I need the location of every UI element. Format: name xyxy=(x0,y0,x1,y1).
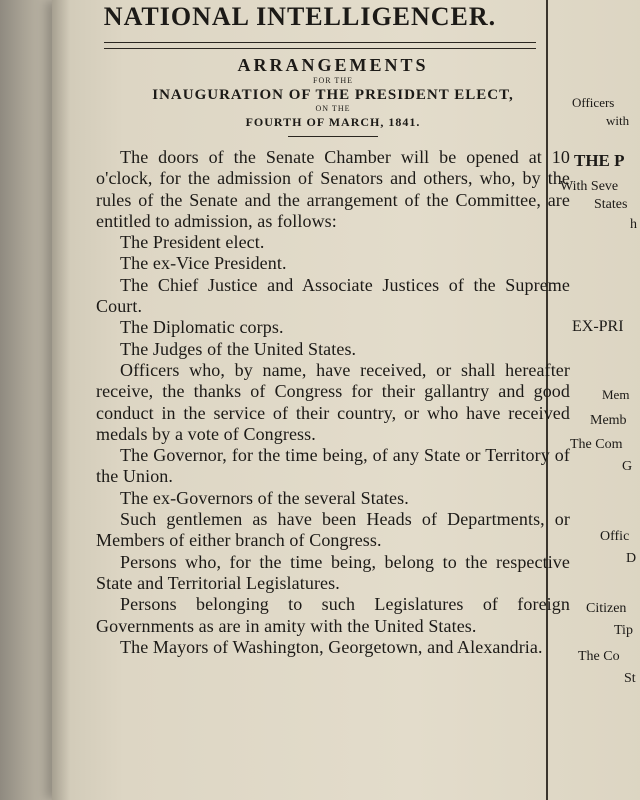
right-column-text: Mem xyxy=(602,387,630,402)
masthead-rule xyxy=(104,42,536,49)
right-column-text: EX-PRI xyxy=(572,318,624,335)
list-item: Such gentlemen as have been Heads of Departments, or Members of either branch of Congress. xyxy=(96,509,570,551)
right-column-text: With Seve xyxy=(560,179,619,194)
right-column-text: Offic xyxy=(600,529,630,544)
list-item: The President elect. xyxy=(120,232,265,253)
masthead: NATIONAL INTELLIGENCER. xyxy=(103,2,497,31)
list-item: The Mayors of Washington, Georgetown, and Alexandria. xyxy=(120,636,543,657)
right-column-text: Citizen xyxy=(586,601,627,616)
list-item: The Governor, for the time being, of any State or Territory of the Union. xyxy=(96,445,570,487)
right-column-text: G xyxy=(622,459,633,474)
right-column-text: Officers xyxy=(572,95,615,110)
list-item: The ex-Governors of the several States. xyxy=(120,487,409,508)
right-column-text: THE P xyxy=(574,151,625,170)
intro-paragraph: The doors of the Senate Chamber will be opened at 10 o'clock, for the admission of Senators and others, who, by the rules of the Senate and the arrangement of the Committee, are entitled to admission, as follows: xyxy=(96,147,570,231)
article-title: ARRANGEMENTS xyxy=(237,55,429,75)
list-item: The Diplomatic corps. xyxy=(120,317,284,338)
right-column-text: States xyxy=(594,197,628,212)
right-column-text: h xyxy=(630,217,637,232)
list-item: The Judges of the United States. xyxy=(120,338,357,359)
for-the-label: FOR THE xyxy=(313,76,353,85)
article xyxy=(96,54,570,658)
list-item: Officers who, by name, have received, or shall hereafter receive, the thanks of Congress for their gallantry and good conduct in the service of their country, or who have received medals by a vote of Congress. xyxy=(96,359,570,444)
page-edge-shadow xyxy=(0,0,60,800)
article-date: FOURTH OF MARCH, 1841. xyxy=(245,115,421,129)
title-rule xyxy=(288,136,378,137)
list-item: Persons belonging to such Legislatures of foreign Governments as are in amity with the United States. xyxy=(96,594,570,636)
right-column-text: D xyxy=(626,551,637,566)
right-column-text: The Co xyxy=(578,649,620,664)
article-subtitle: INAUGURATION OF THE PRESIDENT ELECT, xyxy=(152,87,514,103)
right-column-text: Memb xyxy=(590,413,627,428)
right-column-text: St xyxy=(624,671,636,686)
list-item: The ex-Vice President. xyxy=(120,253,287,274)
list-item: Persons who, for the time being, belong to the respective State and Territorial Legislatures. xyxy=(96,551,570,593)
right-column-text: with xyxy=(606,113,630,128)
on-the-label: ON THE xyxy=(315,104,351,113)
article-body xyxy=(96,147,570,658)
page-fold xyxy=(52,0,70,800)
list-item: The Chief Justice and Associate Justices of the Supreme Court. xyxy=(96,274,570,317)
right-column-text: Tip xyxy=(614,623,633,638)
right-column-text: The Com xyxy=(570,437,623,452)
